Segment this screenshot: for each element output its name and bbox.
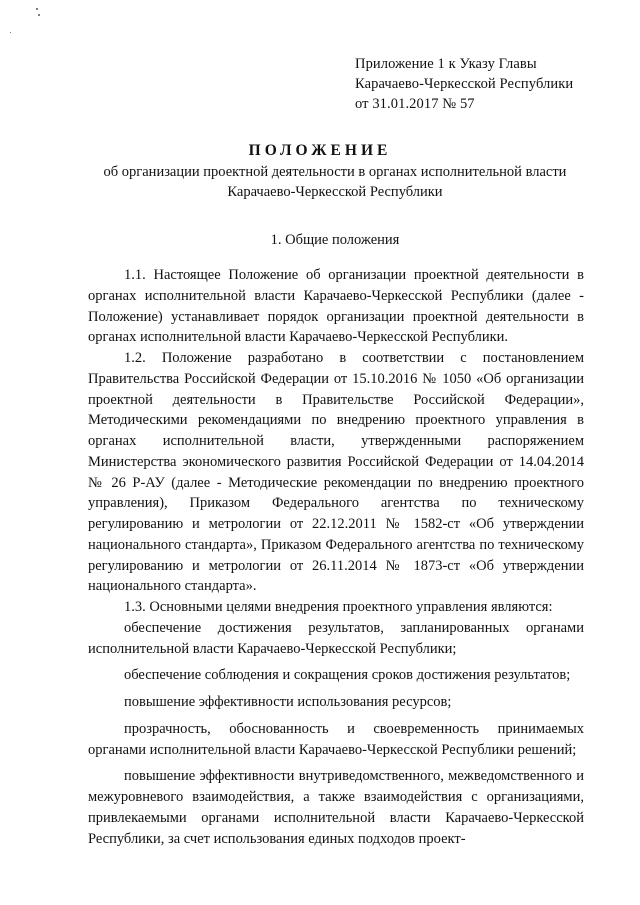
document-title: ПОЛОЖЕНИЕ [248, 142, 392, 159]
goal-item: обеспечение соблюдения и сокращения сроков достижения результатов; [124, 667, 571, 684]
document-subtitle [60, 162, 610, 202]
goal-item: обеспечение достижения результатов, запланированных органами исполнительной власти Карачаево-Черкесской Республики; [88, 619, 584, 657]
scan-speck [36, 8, 38, 10]
goal-item: повышение эффективности использования ресурсов; [124, 694, 452, 710]
goal-item: повышение эффективности внутриведомственного, межведомственного и межуровневого взаимодействия, а также взаимодействия с организациями, привлекаемыми органами исполнительной власти Карачаево-Черкесской Республики, за счет использования единых подходов проект- [88, 768, 584, 847]
goal-item: прозрачность, обоснованность и своевременность принимаемых органами исполнительной власти Карачаево-Черкесской Республики решений; [88, 720, 584, 758]
paragraph-1-2: 1.2. Положение разработано в соответствии с постановлением Правительства Российской Федерации от 15.10.2016 № 1050 «Об организации проектной деятельности в Правительстве Российской Федерации», Методическими рекомендациями по внедрению проектного управления в органах исполнительной власти, утвержденными распоряжением Министерства экономического развития Российской Федерации от 14.04.2014 № 26 Р-АУ (далее - Методические рекомендации по внедрению проектного управления), Приказом Федерального агентства по техническому регулированию и метрологии от 22.12.2011 № 1582-ст «Об утверждении национального стандарта», Приказом Федерального агентства по техническому регулированию и метрологии от 26.11.2014 № 1873-ст «Об утверждении национального стандарта». [88, 350, 584, 595]
scan-speck [10, 32, 11, 33]
document-body [88, 265, 584, 849]
subtitle-line-1: об организации проектной деятельности в органах исполнительной власти [103, 164, 567, 180]
appendix-line-3: от 31.01.2017 № 57 [355, 96, 475, 112]
scan-speck [38, 14, 40, 16]
paragraph-1-3: 1.3. Основными целями внедрения проектного управления являются: [124, 599, 553, 615]
paragraph-1-1: 1.1. Настоящее Положение об организации проектной деятельности в органах исполнительной власти Карачаево-Черкесской Республики (далее - Положение) устанавливает порядок организации проектной деятельности в органах исполнительной власти Карачаево-Черкесской Республики. [88, 267, 584, 346]
section-heading: 1. Общие положения [270, 232, 400, 248]
appendix-line-2: Карачаево-Черкесской Республики [355, 76, 574, 92]
appendix-note [355, 54, 625, 114]
appendix-line-1: Приложение 1 к Указу Главы [355, 56, 537, 72]
subtitle-line-2: Карачаево-Черкесской Республики [227, 184, 443, 200]
